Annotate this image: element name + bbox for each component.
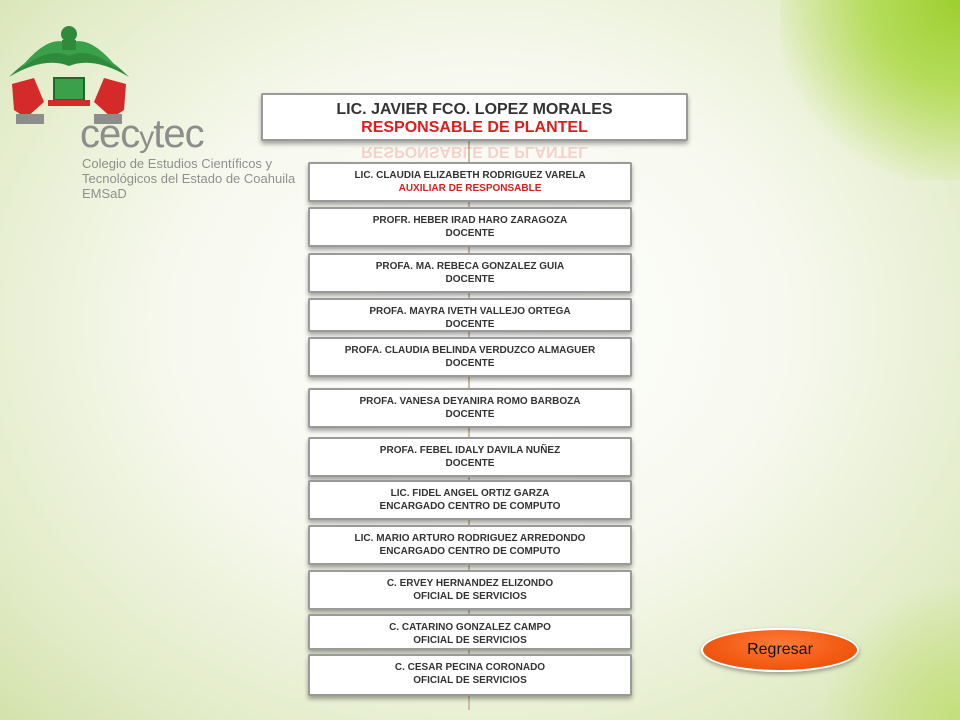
staff-name: LIC. FIDEL ANGEL ORTIZ GARZA xyxy=(390,488,550,499)
staff-card xyxy=(308,570,632,610)
staff-role: ENCARGADO CENTRO DE COMPUTO xyxy=(379,546,561,557)
logo-word-tail: tec xyxy=(153,112,204,156)
logo-subtitle-line: EMSaD xyxy=(82,186,127,201)
logo-subtitle xyxy=(82,156,295,201)
staff-card xyxy=(308,388,632,428)
staff-role: DOCENTE xyxy=(445,228,495,239)
head-role-reflection: RESPONSABLE DE PLANTEL xyxy=(361,143,588,160)
logo-wordmark xyxy=(80,112,204,157)
staff-role: DOCENTE xyxy=(445,409,495,420)
corner-decoration-top-right xyxy=(780,0,960,180)
staff-name: PROFA. CLAUDIA BELINDA VERDUZCO ALMAGUER xyxy=(344,345,596,356)
staff-name: PROFA. MAYRA IVETH VALLEJO ORTEGA xyxy=(369,306,571,317)
staff-role: OFICIAL DE SERVICIOS xyxy=(413,591,527,602)
staff-role: ENCARGADO CENTRO DE COMPUTO xyxy=(379,501,561,512)
staff-card xyxy=(308,480,632,520)
staff-card xyxy=(308,298,632,332)
staff-card xyxy=(308,162,632,202)
staff-name: C. CATARINO GONZALEZ CAMPO xyxy=(389,622,551,633)
staff-name: PROFA. VANESA DEYANIRA ROMO BARBOZA xyxy=(359,396,581,407)
staff-name: LIC. MARIO ARTURO RODRIGUEZ ARREDONDO xyxy=(354,533,586,544)
head-role: RESPONSABLE DE PLANTEL xyxy=(361,119,588,136)
logo-subtitle-line: Colegio de Estudios Científicos y xyxy=(82,156,273,171)
staff-name: C. CESAR PECINA CORONADO xyxy=(394,662,546,673)
staff-card xyxy=(308,614,632,650)
logo-word-part: cec xyxy=(80,112,140,156)
staff-role: DOCENTE xyxy=(445,274,495,285)
logo-word-y: y xyxy=(139,121,154,154)
staff-name: PROFA. FEBEL IDALY DAVILA NUÑEZ xyxy=(379,445,561,456)
regresar-button[interactable]: Regresar xyxy=(701,628,859,672)
staff-card xyxy=(308,654,632,696)
staff-card xyxy=(308,437,632,477)
staff-card xyxy=(308,207,632,247)
staff-role: OFICIAL DE SERVICIOS xyxy=(413,675,527,686)
head-name: LIC. JAVIER FCO. LOPEZ MORALES xyxy=(336,101,613,118)
staff-name: PROFR. HEBER IRAD HARO ZARAGOZA xyxy=(372,215,568,226)
head-card xyxy=(261,93,688,141)
logo-subtitle-line: Tecnológicos del Estado de Coahuila xyxy=(82,171,296,186)
staff-name: PROFA. MA. REBECA GONZALEZ GUIA xyxy=(375,261,565,272)
staff-name: LIC. CLAUDIA ELIZABETH RODRIGUEZ VARELA xyxy=(354,170,586,181)
staff-role: DOCENTE xyxy=(445,319,495,330)
staff-role: OFICIAL DE SERVICIOS xyxy=(413,635,527,646)
staff-role: AUXILIAR DE RESPONSABLE xyxy=(398,183,542,194)
staff-role: DOCENTE xyxy=(445,458,495,469)
staff-card xyxy=(308,337,632,377)
staff-card xyxy=(308,253,632,293)
staff-name: C. ERVEY HERNANDEZ ELIZONDO xyxy=(386,578,554,589)
staff-card xyxy=(308,525,632,565)
staff-role: DOCENTE xyxy=(445,358,495,369)
